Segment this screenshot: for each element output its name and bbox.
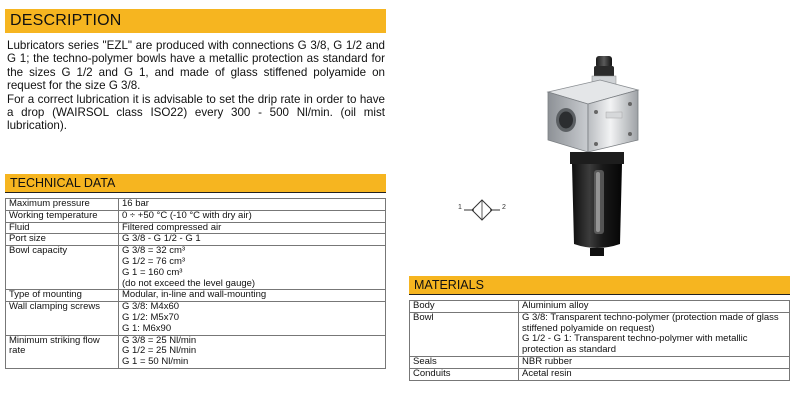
table-row (410, 301, 790, 313)
spec-label: Seals (410, 356, 519, 368)
spec-label: Bowl (410, 312, 519, 356)
spec-value-line: (do not exceed the level gauge) (122, 277, 256, 289)
description-text (7, 39, 385, 133)
spec-value (119, 290, 386, 302)
table-row (6, 234, 386, 246)
technical-data-table (5, 198, 386, 369)
materials-heading: MATERIALS (414, 278, 484, 292)
spec-label: Bowl capacity (6, 246, 119, 290)
description-paragraph-1: Lubricators series "EZL" are produced with connections G 3/8, G 1/2 and G 1; the techno-polymer bowls have a metallic protection as standard for the sizes G 1/2 and G 1, and made of glass stiffened polyamide on request for the size G 3/8. (7, 39, 385, 93)
spec-value (519, 301, 790, 313)
table-row (6, 222, 386, 234)
spec-value-line: G 1 = 50 Nl/min (122, 356, 189, 368)
spec-value-line: G 1 = 160 cm³ (122, 266, 183, 278)
spec-value (519, 368, 790, 380)
table-row (410, 368, 790, 380)
spec-value (119, 246, 386, 290)
spec-value (119, 210, 386, 222)
spec-value-line: G 3/8: M4x60 (122, 301, 180, 313)
table-row (6, 210, 386, 222)
materials-table (409, 300, 790, 381)
spec-value-line: Acetal resin (522, 367, 572, 379)
spec-label: Body (410, 301, 519, 313)
spec-value (119, 302, 386, 335)
spec-label: Working temperature (6, 210, 119, 222)
table-row (6, 302, 386, 335)
table-row (410, 356, 790, 368)
description-heading-bar (5, 9, 386, 33)
spec-value-line: 0 ÷ +50 °C (-10 °C with dry air) (122, 209, 252, 221)
spec-label: Conduits (410, 368, 519, 380)
spec-value-line: G 1: M6x90 (122, 322, 172, 334)
spec-value-line: G 1/2 = 25 Nl/min (122, 345, 197, 357)
spec-label: Maximum pressure (6, 199, 119, 211)
symbol-port-out: 2 (502, 204, 506, 211)
spec-value-line: Aluminium alloy (522, 300, 589, 311)
spec-value (519, 356, 790, 368)
table-row (6, 246, 386, 290)
spec-value-line: G 1/2 - G 1: Transparent techno-polymer with metallic protection as standard (522, 333, 748, 356)
table-row (6, 199, 386, 211)
spec-value (519, 312, 790, 356)
description-paragraph-2: For a correct lubrication it is advisable to set the drip rate in order to have a drop (WAIRSOL class ISO22) every 300 - 500 Nl/min. (oil mist lubrication). (7, 92, 385, 133)
spec-label: Minimum striking flow rate (6, 335, 119, 368)
lubricator-symbol (450, 194, 514, 226)
materials-heading-bar (409, 276, 790, 295)
spec-value-line: G 3/8 - G 1/2 - G 1 (122, 233, 201, 245)
description-heading: DESCRIPTION (10, 12, 122, 29)
symbol-port-in: 1 (458, 204, 462, 211)
table-row (410, 312, 790, 356)
table-row (6, 290, 386, 302)
spec-value-line: G 3/8: Transparent techno-polymer (protection made of glass stiffened polyamide on request) (522, 311, 779, 334)
spec-value-line: 16 bar (122, 198, 149, 209)
spec-value (119, 199, 386, 211)
spec-value (119, 335, 386, 368)
spec-value-line: Modular, in-line and wall-mounting (122, 289, 267, 301)
spec-value-line: Filtered compressed air (122, 221, 222, 233)
spec-label: Fluid (6, 222, 119, 234)
table-row (6, 335, 386, 368)
spec-label: Wall clamping screws (6, 302, 119, 335)
spec-value (119, 222, 386, 234)
technical-data-heading-bar (5, 174, 386, 193)
spec-value-line: NBR rubber (522, 355, 573, 367)
spec-label: Port size (6, 234, 119, 246)
lubricator-photo (530, 52, 650, 262)
technical-data-heading: TECHNICAL DATA (10, 176, 116, 190)
spec-value-line: G 1/2 = 76 cm³ (122, 255, 186, 267)
spec-value-line: G 3/8 = 25 Nl/min (122, 334, 197, 346)
spec-value-line: G 1/2: M5x70 (122, 311, 180, 323)
spec-value (119, 234, 386, 246)
spec-label: Type of mounting (6, 290, 119, 302)
spec-value-line: G 3/8 = 32 cm³ (122, 245, 186, 257)
